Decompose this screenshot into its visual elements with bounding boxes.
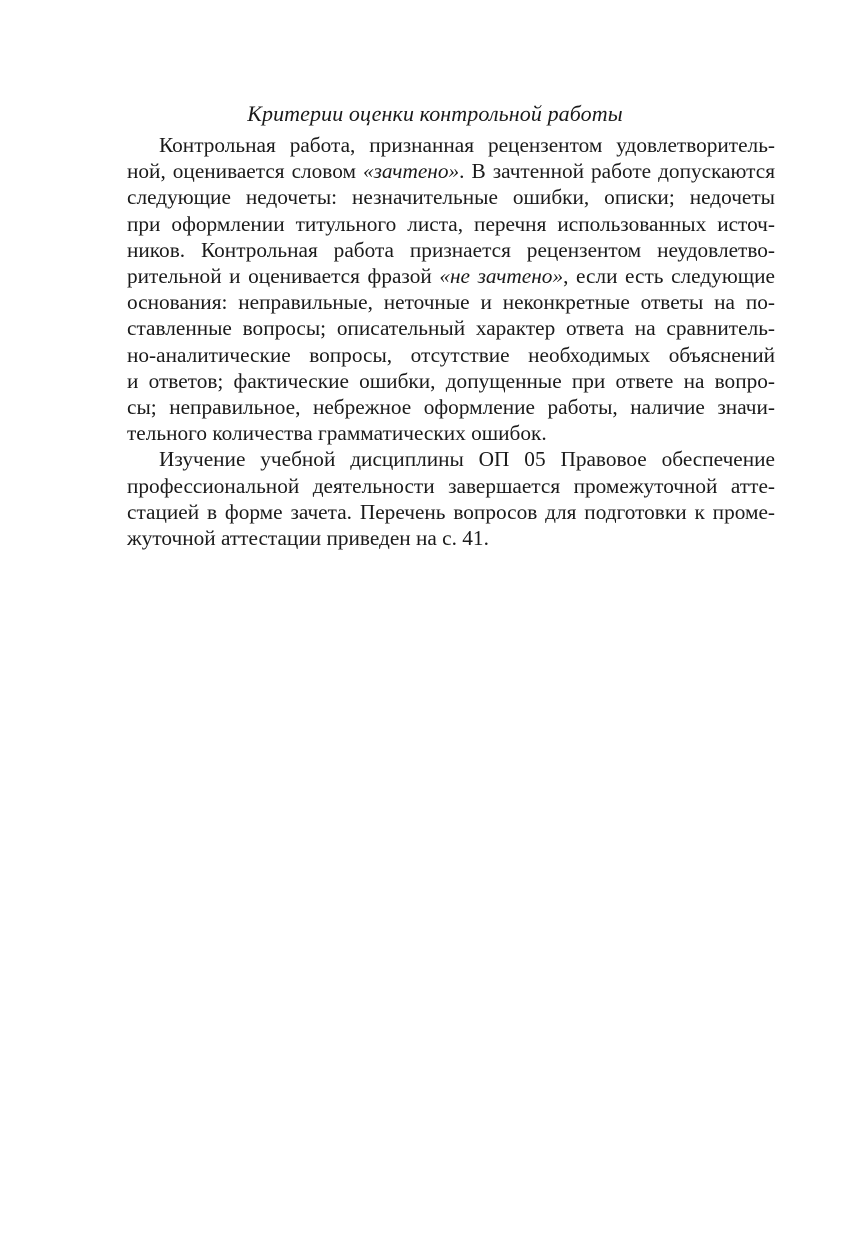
text-line: профессиональной деятельности завершается промежуточной атте- [127,473,775,498]
text-line: сы; неправильное, небрежное оформление работы, наличие значи- [127,395,775,420]
text-line: жуточной аттестации приведен на с. 41. [127,526,489,551]
text-line: рительной и оценивается фразой «не зачтено», если есть следующие [127,264,775,289]
text-line: но-аналитические вопросы, отсутствие необходимых объяснений [127,342,775,367]
text-line: Изучение учебной дисциплины ОП 05 Правовое обеспечение [159,447,775,472]
text-line: тельного количества грамматических ошибок. [127,421,547,446]
text-line: ников. Контрольная работа признается рецензентом неудовлетво- [127,237,775,262]
text-line: Контрольная работа, признанная рецензентом удовлетворитель- [159,133,775,157]
text-line: ставленные вопросы; описательный характер ответа на сравнитель- [127,316,775,341]
text-line: следующие недочеты: незначительные ошибки, описки; недочеты [127,185,775,210]
text-line: стацией в форме зачета. Перечень вопросов для подготовки к проме- [127,499,775,524]
text-line: основания: неправильные, неточные и неконкретные ответы на по- [127,290,775,315]
section-heading: Критерии оценки контрольной работы [247,101,623,126]
paragraph-exam-info [95,446,775,551]
paragraph-grading-criteria [95,132,775,446]
document-page [95,101,775,551]
text-line: ной, оценивается словом «зачтено». В зачтенной работе допускаются [127,159,775,184]
emphasis-passed: «зачтено» [362,159,460,184]
text-line: при оформлении титульного листа, перечня использованных источ- [127,211,775,236]
text-line: и ответов; фактические ошибки, допущенные при ответе на вопро- [127,368,775,393]
emphasis-not-passed: «не зачтено» [439,264,564,289]
